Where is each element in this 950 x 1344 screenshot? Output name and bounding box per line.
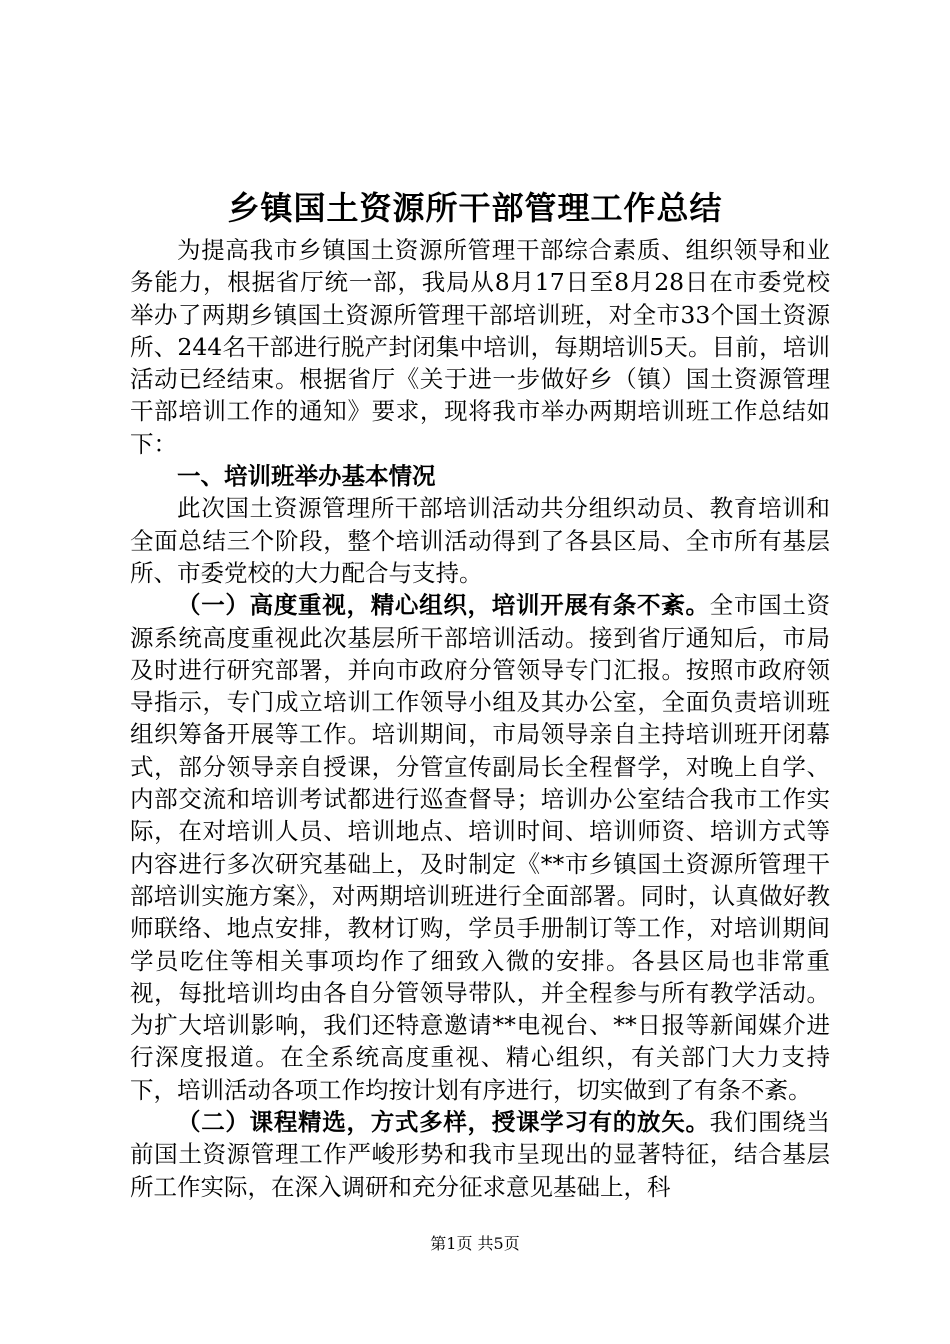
subsection-text-1: 全市国土资源系统高度重视此次基层所干部培训活动。接到省厅通知后，市局及时进行研究部署，并向市政府分管领导专门汇报。按照市政府领导指示，专门成立培训工作领导小组及其办公室，全面负责培训班组织筹备开展等工作。培训期间，市局领导亲自主持培训班开闭幕式，部分领导亲自授课，分管宣传副局长全程督学，对晚上自学、内部交流和培训考试都进行巡查督导；培训办公室结合我市工作实际，在对培训人员、培训地点、培训时间、培训师资、培训方式等内容进行多次研究基础上，及时制定《**市乡镇国土资源所管理干部培训实施方案》，对两期培训班进行全面部署。同时，认真做好教师联络、地点安排，教材订购，学员手册制订等工作，对培训期间学员吃住等相关事项均作了细致入微的安排。各县区局也非常重视，每批培训均由各自分管领导带队，并全程参与所有教学活动。为扩大培训影响，我们还特意邀请**电视台、**日报等新闻媒介进行深度报道。在全系统高度重视、精心组织，有关部门大力支持下，培训活动各项工作均按计划有序进行，切实做到了有条不紊。 bbox=[130, 591, 831, 1104]
subsection-lead-1: （一）高度重视，精心组织，培训开展有条不紊。 bbox=[177, 591, 710, 620]
page-footer: 第1页 共5页 bbox=[430, 1234, 520, 1253]
document-body bbox=[130, 234, 830, 1203]
intro-paragraph: 为提高我市乡镇国土资源所管理干部综合素质、组织领导和业务能力，根据省厅统一部，我局从8月17日至8月28日在市委党校举办了两期乡镇国土资源所管理干部培训班，对全市33个国土资源所、244名干部进行脱产封闭集中培训，每期培训5天。目前，培训活动已经结束。根据省厅《关于进一步做好乡（镇）国土资源管理干部培训工作的通知》要求，现将我市举办两期培训班工作总结如下： bbox=[130, 236, 830, 458]
subsection-text-2: 我们围绕当前国土资源管理工作严峻形势和我市呈现出的显著特征，结合基层所工作实际，在深入调研和充分征求意见基础上，科 bbox=[130, 1108, 831, 1201]
section-paragraph: 此次国土资源管理所干部培训活动共分组织动员、教育培训和全面总结三个阶段，整个培训活动得到了各县区局、全市所有基层所、市委党校的大力配合与支持。 bbox=[130, 494, 830, 587]
document-title: 乡镇国土资源所干部管理工作总结 bbox=[227, 189, 723, 227]
section-heading: 一、培训班举办基本情况 bbox=[177, 462, 436, 491]
subsection-paragraph-1 bbox=[130, 589, 830, 1106]
subsection-paragraph-2 bbox=[130, 1106, 830, 1203]
subsection-lead-2: （二）课程精选，方式多样，授课学习有的放矢。 bbox=[177, 1108, 710, 1137]
